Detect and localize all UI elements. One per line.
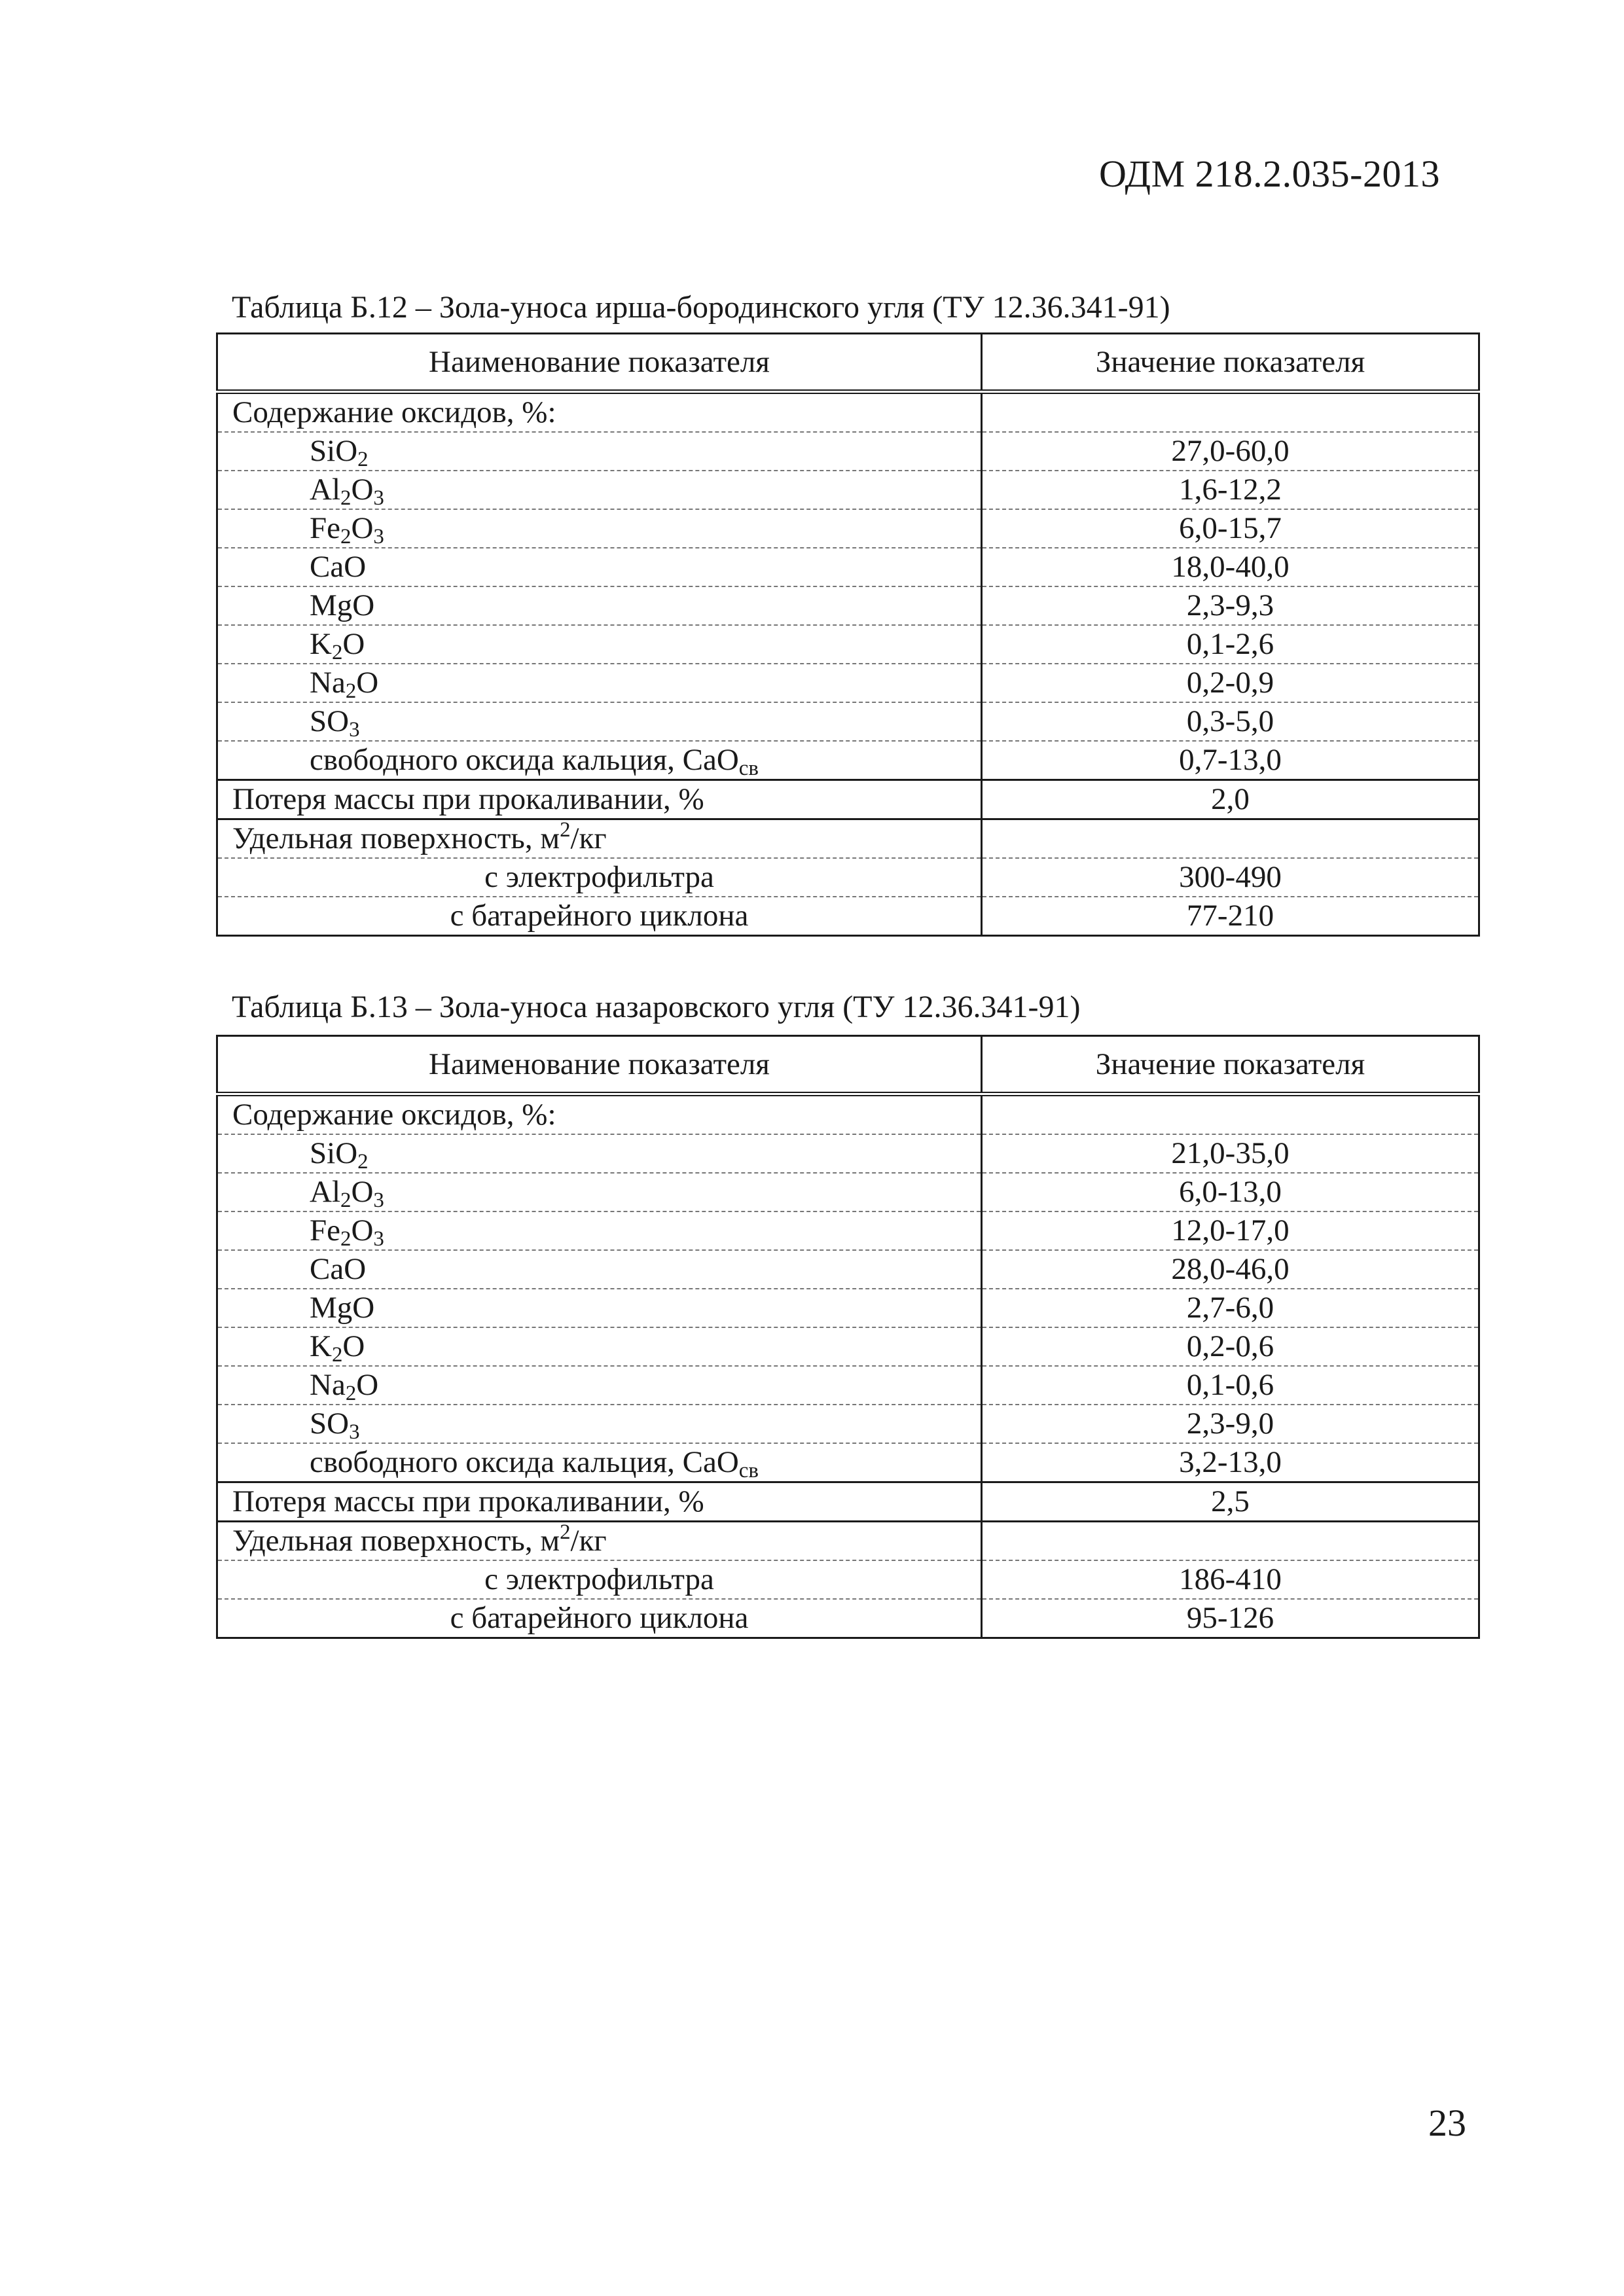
indicator-label-suffix: /кг: [570, 1524, 607, 1558]
subscript: 2: [331, 641, 343, 665]
indicator-label: с электрофильтра: [484, 860, 714, 894]
indicator-value-cell: 2,5: [982, 1482, 1479, 1522]
indicator-label: CaO: [310, 1252, 367, 1286]
indicator-name-cell: [217, 471, 982, 509]
subscript: св: [738, 757, 759, 781]
indicator-value-cell: 0,2-0,9: [982, 664, 1479, 702]
indicator-name-cell: [217, 858, 982, 897]
indicator-label-suffix: O: [351, 1213, 374, 1247]
subscript: 3: [349, 718, 360, 742]
indicator-label: Содержание оксидов, %:: [232, 1098, 556, 1132]
indicator-label: Fe: [310, 511, 340, 545]
indicator-value-cell: [982, 819, 1479, 859]
table-row: [217, 858, 1479, 897]
subscript: 3: [373, 1227, 384, 1251]
indicator-label: свободного оксида кальция, CaO: [310, 1445, 739, 1479]
indicator-label: Al: [310, 473, 340, 507]
indicator-value-cell: 0,1-0,6: [982, 1366, 1479, 1405]
indicator-label: SO: [310, 1407, 350, 1441]
indicator-label-suffix: O: [351, 1175, 374, 1209]
page-number: 23: [1428, 2102, 1466, 2144]
indicator-value-cell: 0,7-13,0: [982, 741, 1479, 780]
superscript: 2: [560, 1520, 571, 1544]
indicator-name-cell: [217, 819, 982, 859]
indicator-name-cell: [217, 1173, 982, 1211]
table-row: [217, 1327, 1479, 1366]
column-header-name: Наименование показателя: [217, 334, 982, 392]
indicator-name-cell: [217, 741, 982, 780]
table-row: [217, 392, 1479, 433]
column-header-value: Значение показателя: [982, 334, 1479, 392]
subscript: 3: [349, 1420, 360, 1444]
data-table-b12: [216, 332, 1480, 937]
indicator-name-cell: [217, 432, 982, 471]
indicator-name-cell: [217, 1560, 982, 1599]
indicator-label: Na: [310, 1368, 346, 1402]
indicator-value-cell: [982, 392, 1479, 433]
table-row: [217, 1211, 1479, 1250]
indicator-name-cell: [217, 625, 982, 664]
table-row: [217, 509, 1479, 548]
table-header-row: [217, 1036, 1479, 1094]
indicator-label: K: [310, 1329, 332, 1363]
indicator-label: свободного оксида кальция, CaO: [310, 743, 739, 777]
subscript: 2: [340, 525, 352, 549]
indicator-name-cell: [217, 1250, 982, 1289]
indicator-name-cell: [217, 509, 982, 548]
table-caption: Таблица Б.12 – Зола-уноса ирша-бородинского угля (ТУ 12.36.341-91): [232, 290, 1170, 325]
indicator-label: Fe: [310, 1213, 340, 1247]
indicator-name-cell: [217, 664, 982, 702]
table-row: [217, 1522, 1479, 1561]
indicator-label: K: [310, 627, 332, 661]
indicator-label: с электрофильтра: [484, 1562, 714, 1596]
indicator-label: Al: [310, 1175, 340, 1209]
table-header-row: [217, 334, 1479, 392]
table-row: [217, 1289, 1479, 1327]
table-row: [217, 1250, 1479, 1289]
indicator-value-cell: 2,3-9,0: [982, 1405, 1479, 1443]
column-header-name: Наименование показателя: [217, 1036, 982, 1094]
indicator-label: Потеря массы при прокаливании, %: [232, 782, 704, 816]
indicator-name-cell: [217, 1443, 982, 1482]
subscript: 2: [340, 1189, 352, 1213]
indicator-value-cell: 2,0: [982, 780, 1479, 819]
indicator-name-cell: [217, 1289, 982, 1327]
indicator-name-cell: [217, 1327, 982, 1366]
table-row: [217, 471, 1479, 509]
document-code: ОДМ 218.2.035-2013: [1099, 152, 1440, 195]
indicator-label-suffix: O: [356, 1368, 379, 1402]
subscript: 2: [357, 448, 369, 472]
subscript: св: [738, 1459, 759, 1483]
table-row: [217, 1094, 1479, 1135]
indicator-name-cell: [217, 1522, 982, 1561]
indicator-value-cell: 3,2-13,0: [982, 1443, 1479, 1482]
indicator-label-suffix: O: [342, 1329, 365, 1363]
indicator-value-cell: [982, 1522, 1479, 1561]
indicator-label: SiO: [310, 434, 358, 468]
indicator-value-cell: 6,0-13,0: [982, 1173, 1479, 1211]
indicator-value-cell: [982, 1094, 1479, 1135]
table-row: [217, 819, 1479, 859]
indicator-label: SO: [310, 704, 350, 738]
indicator-name-cell: [217, 897, 982, 936]
indicator-value-cell: 18,0-40,0: [982, 548, 1479, 586]
subscript: 3: [373, 525, 384, 549]
indicator-name-cell: [217, 702, 982, 741]
indicator-label-suffix: O: [342, 627, 365, 661]
table-row: [217, 1482, 1479, 1522]
table-row: [217, 548, 1479, 586]
indicator-value-cell: 0,3-5,0: [982, 702, 1479, 741]
indicator-value-cell: 300-490: [982, 858, 1479, 897]
indicator-label: MgO: [310, 1291, 375, 1325]
indicator-label: Удельная поверхность, м: [232, 821, 560, 855]
indicator-value-cell: 0,1-2,6: [982, 625, 1479, 664]
indicator-name-cell: [217, 548, 982, 586]
table-row: [217, 897, 1479, 936]
indicator-label: MgO: [310, 588, 375, 622]
indicator-label: Содержание оксидов, %:: [232, 395, 556, 429]
indicator-label-suffix: /кг: [570, 821, 607, 855]
indicator-value-cell: 28,0-46,0: [982, 1250, 1479, 1289]
column-header-value: Значение показателя: [982, 1036, 1479, 1094]
subscript: 2: [357, 1150, 369, 1174]
table-row: [217, 586, 1479, 625]
table-row: [217, 1366, 1479, 1405]
indicator-value-cell: 77-210: [982, 897, 1479, 936]
indicator-name-cell: [217, 1211, 982, 1250]
indicator-name-cell: [217, 1094, 982, 1135]
indicator-value-cell: 6,0-15,7: [982, 509, 1479, 548]
table-row: [217, 702, 1479, 741]
data-table-b13: [216, 1035, 1480, 1639]
subscript: 2: [345, 1382, 357, 1406]
indicator-label-suffix: O: [351, 511, 374, 545]
table-row: [217, 1134, 1479, 1173]
indicator-label-suffix: O: [356, 666, 379, 700]
table-caption: Таблица Б.13 – Зола-уноса назаровского угля (ТУ 12.36.341-91): [232, 990, 1081, 1024]
indicator-name-cell: [217, 1134, 982, 1173]
subscript: 3: [373, 486, 384, 511]
table-body: [217, 1094, 1479, 1638]
table-row: [217, 780, 1479, 819]
indicator-name-cell: [217, 586, 982, 625]
subscript: 2: [331, 1343, 343, 1367]
indicator-value-cell: 0,2-0,6: [982, 1327, 1479, 1366]
indicator-value-cell: 2,7-6,0: [982, 1289, 1479, 1327]
subscript: 3: [373, 1189, 384, 1213]
table-row: [217, 1173, 1479, 1211]
indicator-label: с батарейного циклона: [450, 899, 749, 933]
table-row: [217, 664, 1479, 702]
indicator-name-cell: [217, 392, 982, 433]
indicator-value-cell: 27,0-60,0: [982, 432, 1479, 471]
indicator-name-cell: [217, 1405, 982, 1443]
indicator-value-cell: 1,6-12,2: [982, 471, 1479, 509]
indicator-label: с батарейного циклона: [450, 1601, 749, 1635]
superscript: 2: [560, 817, 571, 842]
table-row: [217, 1560, 1479, 1599]
table-row: [217, 432, 1479, 471]
table-row: [217, 1443, 1479, 1482]
indicator-value-cell: 12,0-17,0: [982, 1211, 1479, 1250]
indicator-name-cell: [217, 1482, 982, 1522]
subscript: 2: [340, 486, 352, 511]
table-row: [217, 1405, 1479, 1443]
indicator-name-cell: [217, 1366, 982, 1405]
indicator-value-cell: 2,3-9,3: [982, 586, 1479, 625]
indicator-value-cell: 95-126: [982, 1599, 1479, 1638]
indicator-name-cell: [217, 1599, 982, 1638]
table-row: [217, 741, 1479, 780]
indicator-label: CaO: [310, 550, 367, 584]
indicator-value-cell: 21,0-35,0: [982, 1134, 1479, 1173]
indicator-label-suffix: O: [351, 473, 374, 507]
indicator-label: Na: [310, 666, 346, 700]
subscript: 2: [340, 1227, 352, 1251]
table-body: [217, 392, 1479, 936]
table-row: [217, 1599, 1479, 1638]
indicator-label: Удельная поверхность, м: [232, 1524, 560, 1558]
indicator-value-cell: 186-410: [982, 1560, 1479, 1599]
table-row: [217, 625, 1479, 664]
subscript: 2: [345, 679, 357, 704]
indicator-label: SiO: [310, 1136, 358, 1170]
indicator-name-cell: [217, 780, 982, 819]
indicator-label: Потеря массы при прокаливании, %: [232, 1484, 704, 1518]
